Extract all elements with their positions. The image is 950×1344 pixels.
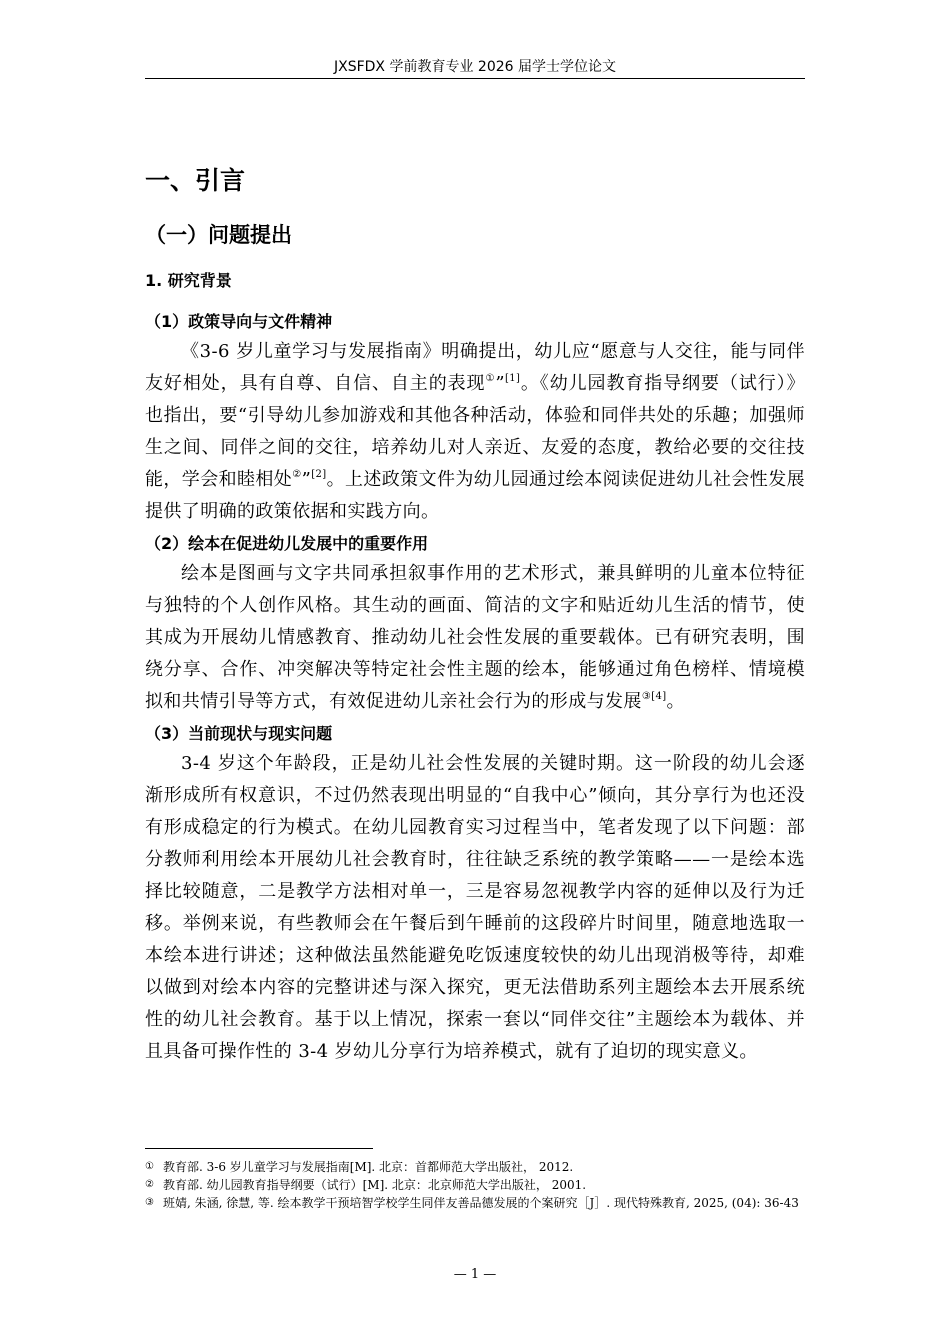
footnote-item (145, 1194, 805, 1212)
paragraph-text: 绘本是图画与文字共同承担叙事作用的艺术形式，兼具鲜明的儿童本位特征与独特的个人创作风格。其生动的画面、简洁的文字和贴近幼儿生活的情节，使其成为开展幼儿情感教育、推动幼儿社会性发展的重要载体。已有研究表明，围绕分享、合作、冲突解决等特定社会性主题的绘本，能够通过角色榜样、情境模拟和共情引导等方式，有效促进幼儿亲社会行为的形成与发展 (145, 563, 805, 712)
note-marker: ② (292, 469, 302, 480)
running-header: JXSFDX 学前教育专业 2026 届学士学位论文 (333, 59, 616, 75)
footnote-item (145, 1158, 805, 1176)
section-heading: （一）问题提出 (145, 223, 292, 247)
citation-marker: [2] (311, 469, 327, 480)
block-heading-policy: （1）政策导向与文件精神 (145, 312, 333, 331)
citation-marker: [1] (504, 373, 521, 384)
footnote-text: 教育部. 3-6 岁儿童学习与发展指南[M]. 北京：首都师范大学出版社， 2012. (163, 1160, 574, 1174)
block-heading-picture-books: （2）绘本在促进幼儿发展中的重要作用 (145, 534, 429, 553)
paragraph-text: 《3-6 岁儿童学习与发展指南》明确提出，幼儿应“愿意与人交往，能与同伴友好相处，具有自尊、自信、自主的表现 (145, 341, 805, 394)
paragraph-text: ” (301, 469, 312, 490)
footnote-text: 班婧, 朱涵, 徐慧, 等. 绘本教学干预培智学校学生同伴友善品德发展的个案研究［J］. 现代特殊教育, 2025, (04): 36-43 (163, 1196, 799, 1210)
footnotes (145, 1158, 805, 1212)
chapter-heading: 一、引言 (145, 166, 246, 195)
footnote-divider (145, 1148, 373, 1149)
paragraph-current-problems: 3-4 岁这个年龄段，正是幼儿社会性发展的关键时期。这一阶段的幼儿会逐渐形成所有权意识，不过仍然表现出明显的“自我中心”倾向，其分享行为也还没有形成稳定的行为模式。在幼儿园教育实习过程当中，笔者发现了以下问题：部分教师利用绘本开展幼儿社会教育时，往往缺乏系统的教学策略——一是绘本选择比较随意，二是教学方法相对单一，三是容易忽视教学内容的延伸以及行为迁移。举例来说，有些教师会在午餐后到午睡前的这段碎片时间里，随意地选取一本绘本进行讲述；这种做法虽然能避免吃饭速度较快的幼儿出现消极等待，却难以做到对绘本内容的完整讲述与深入探究，更无法借助系列主题绘本去开展系统性的幼儿社会教育。基于以上情况，探索一套以“同伴交往”主题绘本为载体、并且具备可操作性的 3-4 岁幼儿分享行为培养模式，就有了迫切的现实意义。 (145, 753, 805, 1062)
note-marker: ③[4] (641, 691, 667, 702)
paragraph-policy (145, 336, 805, 528)
paragraph-picture-books (145, 558, 805, 718)
footnote-text: 教育部. 幼儿园教育指导纲要（试行）[M]. 北京：北京师范大学出版社， 2001. (163, 1178, 587, 1192)
paragraph-text: 。 (666, 691, 685, 712)
note-marker: ① (485, 373, 496, 384)
paragraph-text: 。上述政策文件为幼儿园通过绘本阅读促进幼儿社会性发展提供了明确的政策依据和实践方向。 (145, 469, 805, 522)
page-number: — 1 — (453, 1267, 497, 1282)
footnote-mark: ① (145, 1161, 154, 1172)
footnote-item (145, 1176, 805, 1194)
footnote-mark: ③ (145, 1197, 154, 1208)
paragraph-text: 。《幼儿园教育指导纲要（试行）》也指出，要“引导幼儿参加游戏和其他各种活动，体验和同伴共处的乐趣；加强师生之间、同伴之间的交往，培养幼儿对人亲近、友爱的态度，教给必要的交往技能，学会和睦相处 (145, 373, 806, 490)
paragraph-text: ” (495, 373, 505, 394)
footnote-mark: ② (145, 1179, 154, 1190)
block-heading-current-problems: （3）当前现状与现实问题 (145, 724, 333, 743)
subsection-heading: 1. 研究背景 (145, 271, 232, 290)
header-divider (145, 78, 805, 79)
